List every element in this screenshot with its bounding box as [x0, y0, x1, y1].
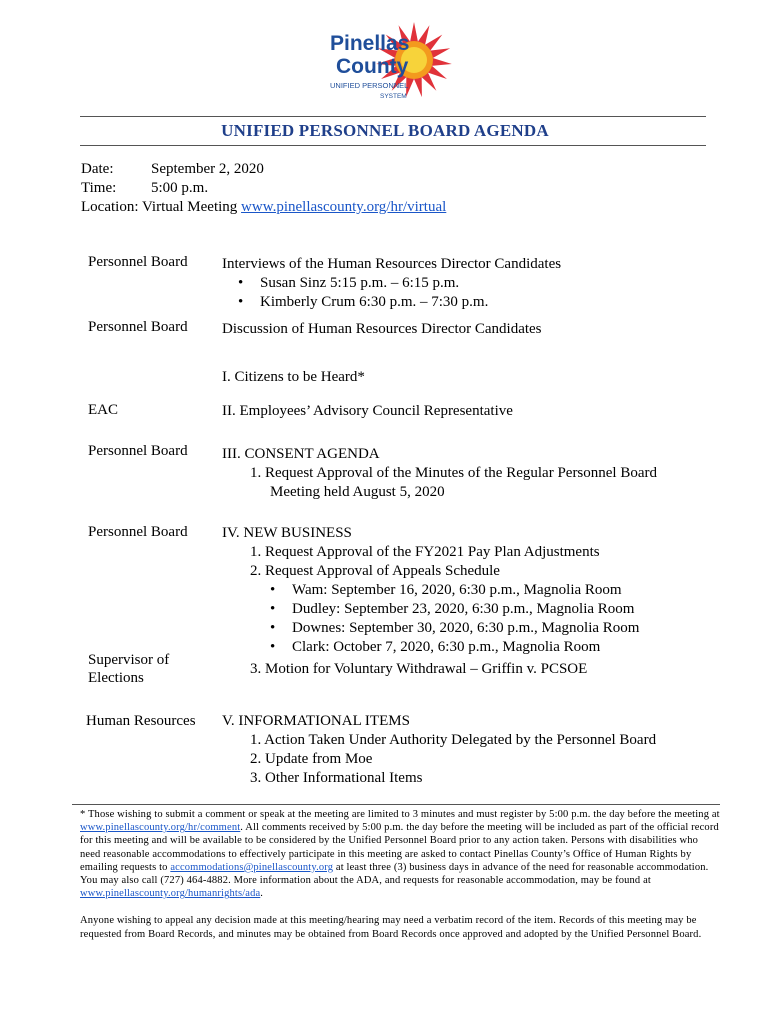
citizens-heading: I. Citizens to be Heard* — [222, 369, 365, 385]
ada-link[interactable]: www.pinellascounty.org/humanrights/ada — [80, 888, 261, 900]
title-rule-bottom — [80, 145, 706, 146]
footnote-accessibility — [80, 808, 720, 900]
comment-link[interactable]: www.pinellascounty.org/hr/comment — [80, 822, 241, 834]
logo-line-3: UNIFIED PERSONNEL — [330, 81, 409, 90]
eac-heading: II. Employees’ Advisory Council Representative — [222, 403, 513, 419]
presenter-informational: Human Resources — [86, 713, 196, 729]
informational-item: 1. Action Taken Under Authority Delegated by the Personnel Board — [250, 732, 657, 748]
presenter-eac: EAC — [88, 402, 118, 418]
page-title: UNIFIED PERSONNEL BOARD AGENDA — [221, 121, 549, 140]
footnote-text: * Those wishing to submit a comment or speak at the meeting are limited to 3 minutes and must register by 5:00 p.m. the day before the meeting at — [80, 809, 720, 820]
agenda-informational — [222, 712, 656, 788]
new-business-item-3: 3. Motion for Voluntary Withdrawal – Griffin v. PCSOE — [250, 661, 588, 677]
appeal-item: • Dudley: September 23, 2020, 6:30 p.m., Magnolia Room — [222, 600, 639, 619]
appeal-item: • Downes: September 30, 2020, 6:30 p.m., Magnolia Room — [222, 619, 639, 638]
agenda-consent — [222, 445, 657, 502]
accommodations-email-link[interactable]: accommodations@pinellascounty.org — [170, 861, 334, 873]
presenter-supervisor-line-1: Supervisor of — [88, 652, 170, 668]
appeal-item: • Clark: October 7, 2020, 6:30 p.m., Magnolia Room — [222, 638, 639, 657]
virtual-meeting-link[interactable]: www.pinellascounty.org/hr/virtual — [241, 199, 447, 215]
presenter-consent: Personnel Board — [88, 443, 188, 459]
presenter-interviews: Personnel Board — [88, 254, 188, 270]
time-value: 5:00 p.m. — [151, 180, 209, 196]
interviews-heading: Interviews of the Human Resources Director Candidates — [222, 256, 562, 272]
agenda-new-business — [222, 524, 639, 657]
discussion-heading: Discussion of Human Resources Director Candidates — [222, 321, 542, 337]
presenter-supervisor-line-2: Elections — [88, 670, 144, 686]
date-label: Date: — [81, 161, 114, 177]
time-label: Time: — [81, 180, 117, 196]
informational-heading: V. INFORMATIONAL ITEMS — [222, 713, 410, 729]
new-business-item-1: 1. Request Approval of the FY2021 Pay Plan Adjustments — [250, 544, 600, 560]
interview-item: • Susan Sinz 5:15 p.m. – 6:15 p.m. — [222, 274, 561, 293]
date-value: September 2, 2020 — [151, 161, 264, 177]
footnote-appeal: Anyone wishing to appeal any decision made at this meeting/hearing may need a verbatim record of the item. Records of this meeting may be requested from Board Records, and minutes may be obtained from Board Records once approved and adopted by the Unified Personnel Board. — [80, 915, 702, 940]
appeal-item: • Wam: September 16, 2020, 6:30 p.m., Magnolia Room — [222, 581, 639, 600]
title-rule-top — [80, 116, 706, 117]
informational-item: 3. Other Informational Items — [250, 770, 423, 786]
footnote-text: . — [260, 888, 264, 900]
logo-line-2: County — [336, 55, 409, 78]
footnote-text: at least three (3) business days in advance of the need for reasonable accommodation. You may also call (727) 464-4882. More information about the ADA, and requests for reasonable accommodation, may be found at — [80, 861, 709, 887]
informational-item: 2. Update from Moe — [250, 751, 373, 767]
logo-line-4: SYSTEM — [380, 93, 407, 100]
location-label: Location: — [81, 199, 139, 215]
presenter-discussion: Personnel Board — [88, 319, 188, 335]
footnote-rule — [72, 804, 720, 805]
meeting-date — [81, 161, 264, 178]
presenter-new-business: Personnel Board — [88, 524, 188, 540]
footnote-text: . All comments received by 5:00 p.m. the day before the meeting will be included as part of the official record for this meeting and will be available to be considered by the Unified Personnel Board prior to any action taken. Persons with disabilities who need reasonable accommodations to effectively participate in this meeting are asked to contact Pinellas County’s Office of Human Rights by emailing requests to — [80, 822, 719, 873]
consent-item-1: 1. Request Approval of the Minutes of the Regular Personnel Board — [250, 465, 658, 481]
location-value: Virtual Meeting — [141, 199, 238, 215]
new-business-item-2: 2. Request Approval of Appeals Schedule — [250, 563, 500, 579]
footnote — [80, 808, 720, 941]
interview-item: • Kimberly Crum 6:30 p.m. – 7:30 p.m. — [222, 293, 561, 312]
meeting-time — [81, 180, 208, 197]
pinellas-county-logo — [322, 18, 452, 108]
consent-item-1-cont: Meeting held August 5, 2020 — [270, 484, 445, 500]
presenter-supervisor-elections — [88, 651, 169, 687]
logo-line-1: Pinellas — [330, 32, 410, 55]
agenda-interviews — [222, 255, 561, 312]
consent-heading: III. CONSENT AGENDA — [222, 446, 380, 462]
new-business-heading: IV. NEW BUSINESS — [222, 525, 352, 541]
meeting-location — [81, 199, 446, 216]
